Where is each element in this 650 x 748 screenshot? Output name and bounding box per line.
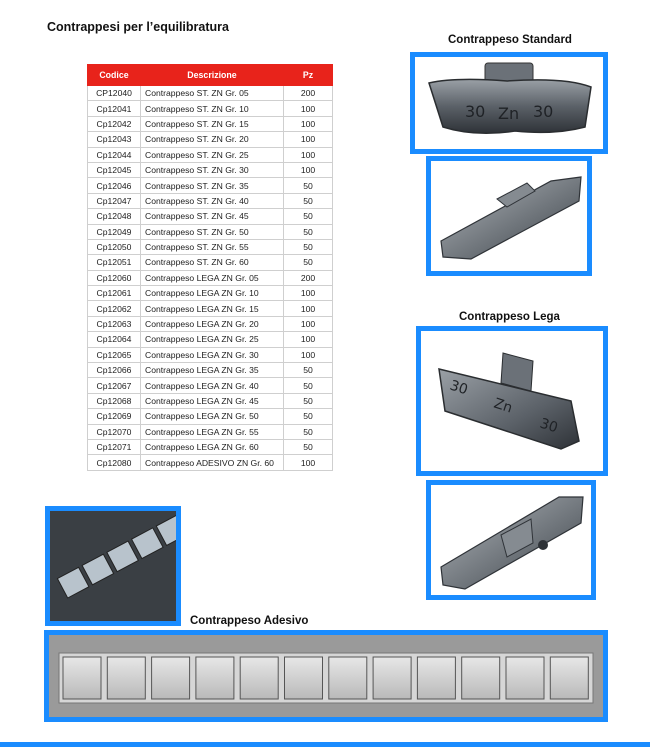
cell-code: Cp12066 <box>88 363 141 378</box>
standard-photo-side <box>426 156 592 276</box>
adhesive-segment <box>462 657 500 699</box>
wheel-weight-standard-icon <box>415 57 603 149</box>
column-header-code: Codice <box>88 65 141 86</box>
cell-qty: 50 <box>284 209 333 224</box>
cell-code: Cp12065 <box>88 347 141 362</box>
table-row <box>88 86 333 101</box>
product-table <box>87 64 333 471</box>
cell-description: Contrappeso ST. ZN Gr. 40 <box>141 193 284 208</box>
cell-code: Cp12050 <box>88 239 141 254</box>
table-row <box>88 347 333 362</box>
table-row <box>88 316 333 331</box>
table-row <box>88 363 333 378</box>
table-row <box>88 101 333 116</box>
cell-code: Cp12045 <box>88 162 141 177</box>
cell-qty: 100 <box>284 162 333 177</box>
adhesive-segment <box>373 657 411 699</box>
table-row <box>88 224 333 239</box>
cell-description: Contrappeso ST. ZN Gr. 15 <box>141 116 284 131</box>
table-row <box>88 301 333 316</box>
adhesive-segment <box>417 657 455 699</box>
cell-qty: 100 <box>284 332 333 347</box>
cell-qty: 100 <box>284 455 333 470</box>
cell-qty: 200 <box>284 270 333 285</box>
cell-description: Contrappeso LEGA ZN Gr. 05 <box>141 270 284 285</box>
table-row <box>88 270 333 285</box>
adhesive-segment <box>285 657 323 699</box>
cell-description: Contrappeso LEGA ZN Gr. 15 <box>141 301 284 316</box>
table-row <box>88 409 333 424</box>
table-row <box>88 193 333 208</box>
bottom-accent-bar <box>0 742 650 747</box>
cell-qty: 50 <box>284 378 333 393</box>
lega-marking-right: 30 <box>537 415 560 437</box>
table-row <box>88 393 333 408</box>
cell-description: Contrappeso ST. ZN Gr. 50 <box>141 224 284 239</box>
table-header-row <box>88 65 333 86</box>
cell-qty: 50 <box>284 239 333 254</box>
cell-description: Contrappeso ST. ZN Gr. 25 <box>141 147 284 162</box>
cell-code: Cp12063 <box>88 316 141 331</box>
table-row <box>88 378 333 393</box>
cell-description: Contrappeso LEGA ZN Gr. 35 <box>141 363 284 378</box>
cell-code: Cp12046 <box>88 178 141 193</box>
cell-qty: 50 <box>284 255 333 270</box>
cell-qty: 50 <box>284 178 333 193</box>
cell-code: Cp12067 <box>88 378 141 393</box>
adhesive-segment <box>329 657 367 699</box>
table-row <box>88 332 333 347</box>
table-row <box>88 424 333 439</box>
adhesive-segment <box>550 657 588 699</box>
section-label-lega: Contrappeso Lega <box>459 311 560 323</box>
adhesive-photo-closeup <box>45 506 181 626</box>
standard-marking-center: Zn <box>498 104 520 123</box>
table-row <box>88 178 333 193</box>
cell-description: Contrappeso ST. ZN Gr. 20 <box>141 132 284 147</box>
table-row <box>88 132 333 147</box>
cell-qty: 100 <box>284 347 333 362</box>
standard-marking-left: 30 <box>465 102 486 121</box>
cell-qty: 100 <box>284 101 333 116</box>
cell-code: Cp12070 <box>88 424 141 439</box>
adhesive-segment <box>196 657 234 699</box>
lega-photo-front <box>416 326 608 476</box>
cell-qty: 50 <box>284 409 333 424</box>
wheel-weight-lega-side-icon <box>431 485 591 595</box>
cell-description: Contrappeso LEGA ZN Gr. 55 <box>141 424 284 439</box>
cell-qty: 50 <box>284 439 333 454</box>
cell-qty: 100 <box>284 132 333 147</box>
cell-qty: 50 <box>284 193 333 208</box>
section-label-standard: Contrappeso Standard <box>448 34 572 46</box>
adhesive-segment <box>506 657 544 699</box>
cell-code: Cp12060 <box>88 270 141 285</box>
cell-code: Cp12071 <box>88 439 141 454</box>
cell-code: Cp12068 <box>88 393 141 408</box>
lega-marking-center: Zn <box>491 395 515 417</box>
wheel-weight-standard-side-icon <box>431 161 587 271</box>
cell-qty: 100 <box>284 147 333 162</box>
standard-photo-front <box>410 52 608 154</box>
cell-description: Contrappeso ST. ZN Gr. 55 <box>141 239 284 254</box>
cell-code: Cp12044 <box>88 147 141 162</box>
cell-qty: 50 <box>284 363 333 378</box>
lega-photo-side <box>426 480 596 600</box>
page-title: Contrappesi per l’equilibratura <box>47 20 229 34</box>
cell-description: Contrappeso LEGA ZN Gr. 60 <box>141 439 284 454</box>
cell-qty: 50 <box>284 224 333 239</box>
cell-description: Contrappeso LEGA ZN Gr. 40 <box>141 378 284 393</box>
lega-marking-left: 30 <box>447 377 470 399</box>
cell-description: Contrappeso LEGA ZN Gr. 45 <box>141 393 284 408</box>
cell-code: Cp12042 <box>88 116 141 131</box>
cell-description: Contrappeso ST. ZN Gr. 10 <box>141 101 284 116</box>
adhesive-segment <box>63 657 101 699</box>
cell-description: Contrappeso ST. ZN Gr. 05 <box>141 86 284 101</box>
cell-qty: 50 <box>284 424 333 439</box>
cell-code: Cp12049 <box>88 224 141 239</box>
adhesive-segment <box>152 657 190 699</box>
table-body <box>88 86 333 471</box>
cell-code: Cp12048 <box>88 209 141 224</box>
standard-marking-right: 30 <box>533 102 554 121</box>
cell-code: Cp12051 <box>88 255 141 270</box>
wheel-weight-lega-icon <box>421 331 603 471</box>
cell-qty: 100 <box>284 286 333 301</box>
cell-description: Contrappeso ST. ZN Gr. 35 <box>141 178 284 193</box>
cell-code: Cp12062 <box>88 301 141 316</box>
table-row <box>88 162 333 177</box>
cell-description: Contrappeso LEGA ZN Gr. 30 <box>141 347 284 362</box>
adhesive-photo-strip <box>44 630 608 722</box>
cell-code: CP12040 <box>88 86 141 101</box>
table-row <box>88 239 333 254</box>
cell-description: Contrappeso LEGA ZN Gr. 50 <box>141 409 284 424</box>
table-row <box>88 116 333 131</box>
cell-qty: 100 <box>284 116 333 131</box>
adhesive-segment <box>240 657 278 699</box>
column-header-qty: Pz <box>284 65 333 86</box>
table-row <box>88 209 333 224</box>
cell-qty: 50 <box>284 393 333 408</box>
cell-description: Contrappeso ST. ZN Gr. 30 <box>141 162 284 177</box>
adhesive-weight-strip-icon <box>49 635 603 717</box>
cell-code: Cp12047 <box>88 193 141 208</box>
table-row <box>88 286 333 301</box>
section-label-adesivo: Contrappeso Adesivo <box>190 615 309 627</box>
adhesive-closeup-icon <box>50 511 176 621</box>
cell-code: Cp12069 <box>88 409 141 424</box>
cell-code: Cp12043 <box>88 132 141 147</box>
cell-code: Cp12080 <box>88 455 141 470</box>
table-row <box>88 455 333 470</box>
cell-code: Cp12041 <box>88 101 141 116</box>
cell-description: Contrappeso ADESIVO ZN Gr. 60 <box>141 455 284 470</box>
cell-qty: 100 <box>284 316 333 331</box>
cell-description: Contrappeso LEGA ZN Gr. 10 <box>141 286 284 301</box>
cell-description: Contrappeso LEGA ZN Gr. 20 <box>141 316 284 331</box>
cell-description: Contrappeso LEGA ZN Gr. 25 <box>141 332 284 347</box>
table-row <box>88 255 333 270</box>
table-row <box>88 439 333 454</box>
adhesive-segment <box>107 657 145 699</box>
cell-qty: 200 <box>284 86 333 101</box>
cell-code: Cp12064 <box>88 332 141 347</box>
cell-description: Contrappeso ST. ZN Gr. 60 <box>141 255 284 270</box>
cell-description: Contrappeso ST. ZN Gr. 45 <box>141 209 284 224</box>
cell-code: Cp12061 <box>88 286 141 301</box>
column-header-description: Descrizione <box>141 65 284 86</box>
table-row <box>88 147 333 162</box>
cell-qty: 100 <box>284 301 333 316</box>
